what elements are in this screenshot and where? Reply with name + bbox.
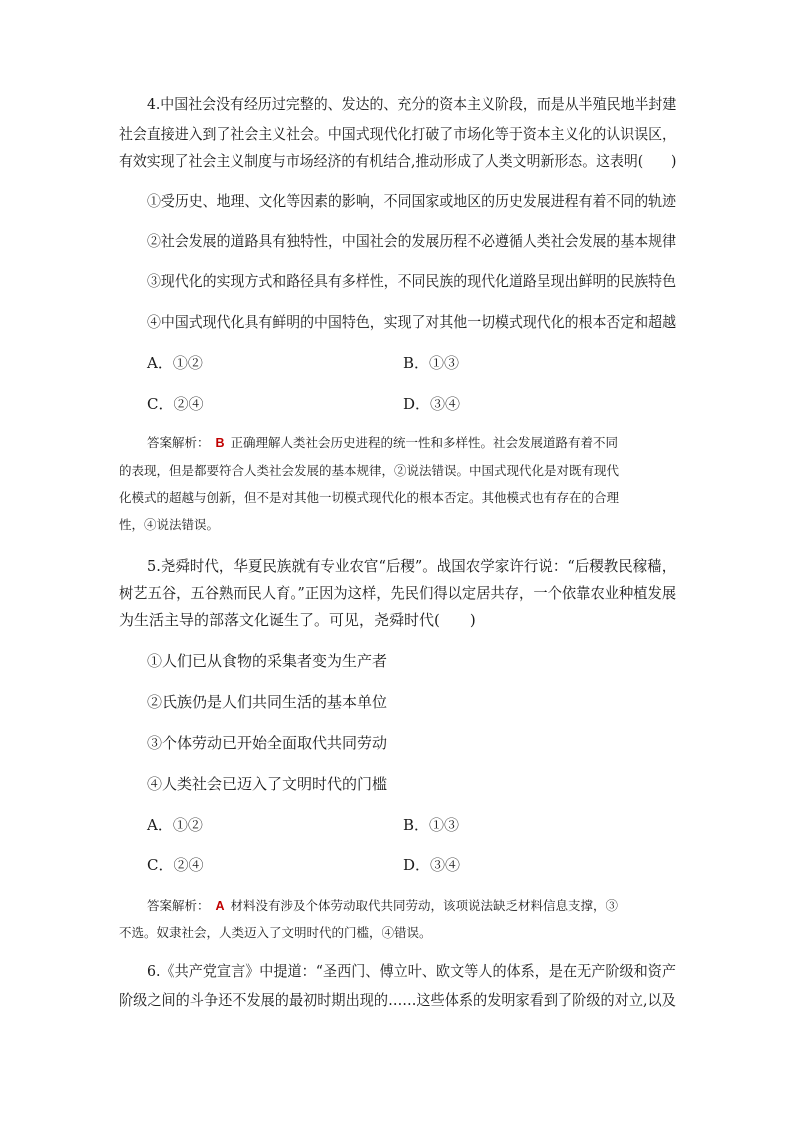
question-5-stem-line-2: 树艺五谷，五谷熟而民人育。”正因为这样，先民们得以定居共存，一个依靠农业种植发展 — [119, 584, 677, 602]
answer-label: 答案解析： — [147, 898, 210, 913]
question-5-option-b: B．①③ — [403, 816, 460, 834]
question-5-answer-line-2: 不选。奴隶社会，人类迈入了文明时代的门槛，④错误。 — [119, 925, 432, 940]
question-4-answer-line-1 — [147, 434, 618, 452]
question-5-answer-line-1 — [147, 897, 618, 915]
question-4-option-c: C．②④ — [147, 395, 204, 413]
question-4-answer-line-3: 化模式的超越与创新，但不是对其他一切模式现代化的根本否定。其他模式也有存在的合理 — [119, 490, 620, 505]
question-4-stem-line-2: 社会直接进入到了社会主义社会。中国式现代化打破了市场化等于资本主义化的认识误区， — [119, 125, 676, 143]
question-4-statement-2: ②社会发展的道路具有独特性，中国社会的发展历程不必遵循人类社会发展的基本规律 — [147, 232, 677, 250]
question-5-stem-line-3: 为生活主导的部落文化诞生了。可见，尧舜时代( ) — [119, 611, 476, 629]
question-4-option-b: B．①③ — [403, 354, 460, 372]
question-4-answer-line-2: 的表现，但是都要符合人类社会发展的基本规律，②说法错误。中国式现代化是对既有现代 — [119, 463, 620, 478]
question-5-stem-line-1: 5.尧舜时代，华夏民族就有专业农官“后稷”。战国农学家许行说：“后稷教民稼穑， — [147, 557, 677, 575]
question-4-statement-3: ③现代化的实现方式和路径具有多样性，不同民族的现代化道路呈现出鲜明的民族特色 — [147, 272, 677, 290]
question-4-statement-4: ④中国式现代化具有鲜明的中国特色，实现了对其他一切模式现代化的根本否定和超越 — [147, 313, 677, 331]
answer-text: 正确理解人类社会历史进程的统一性和多样性。社会发展道路有着不同 — [230, 435, 619, 450]
question-5-option-a: A．①② — [147, 816, 203, 834]
question-5-option-d: D．③④ — [403, 856, 461, 874]
question-4-option-d: D．③④ — [403, 395, 461, 413]
answer-letter: B — [215, 436, 225, 450]
question-5-statement-2: ②氏族仍是人们共同生活的基本单位 — [147, 693, 388, 711]
question-4-option-a: A．①② — [147, 354, 203, 372]
question-4-stem-line-1: 4.中国社会没有经历过完整的、发达的、充分的资本主义阶段，而是从半殖民地半封建 — [147, 95, 677, 113]
question-5-option-c: C．②④ — [147, 856, 204, 874]
question-4-stem-line-3: 有效实现了社会主义制度与市场经济的有机结合,推动形成了人类文明新形态。这表明( ) — [119, 152, 677, 170]
question-4-answer-line-4: 性，④说法错误。 — [119, 517, 220, 532]
question-5-statement-4: ④人类社会已迈入了文明时代的门槛 — [147, 775, 388, 793]
answer-letter: A — [215, 899, 225, 913]
question-5-statement-3: ③个体劳动已开始全面取代共同劳动 — [147, 734, 388, 752]
question-4-statement-1: ①受历史、地理、文化等因素的影响，不同国家或地区的历史发展进程有着不同的轨迹 — [147, 192, 677, 210]
answer-text: 材料没有涉及个体劳动取代共同劳动，该项说法缺乏材料信息支撑，③ — [230, 898, 619, 913]
question-6-stem-line-1: 6.《共产党宣言》中提道：“圣西门、傅立叶、欧文等人的体系，是在无产阶级和资产 — [147, 962, 676, 980]
question-5-statement-1: ①人们已从食物的采集者变为生产者 — [147, 652, 388, 670]
answer-label: 答案解析： — [147, 435, 210, 450]
question-6-stem-line-2: 阶级之间的斗争还不发展的最初时期出现的……这些体系的发明家看到了阶级的对立,以及 — [119, 991, 676, 1009]
